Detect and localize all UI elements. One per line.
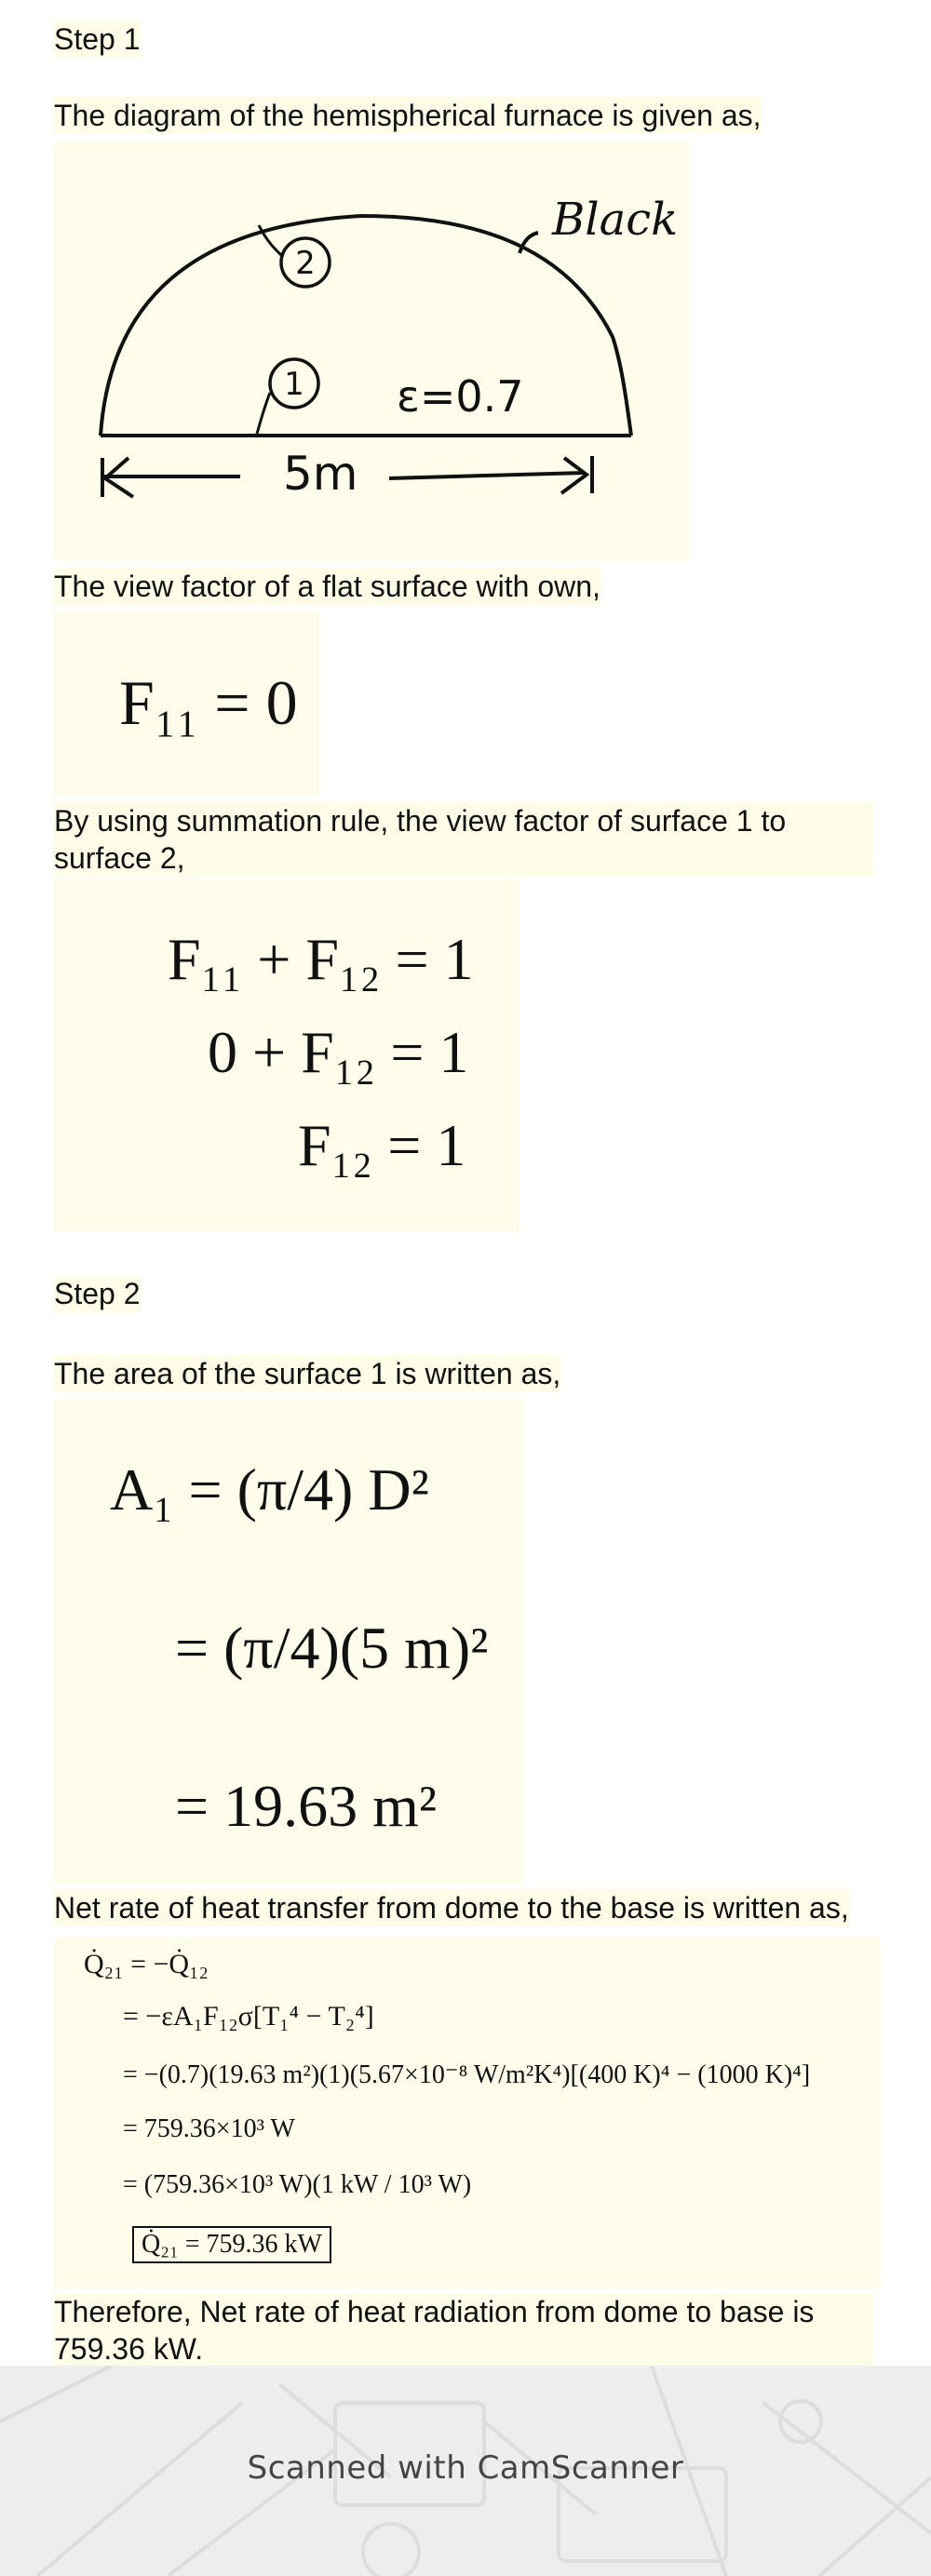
heat-equation-box: [54, 1938, 880, 2289]
furnace-diagram: [54, 141, 689, 560]
area-equation-box: [54, 1400, 524, 1884]
label-surface1: 1: [284, 366, 304, 403]
sum-equation-1: F₁₁ + F₁₂ = 1: [168, 926, 474, 992]
heat-equation-5: = (759.36×10³ W)(1 kW / 10³ W): [123, 2170, 472, 2199]
f11-equation: F₁₁ = 0: [119, 667, 298, 738]
heat-transfer-text: Net rate of heat transfer from dome to the base is written as,: [54, 1891, 849, 1925]
label-emissivity: ε=0.7: [397, 371, 524, 422]
heat-result-boxed: Q̇₂₁ = 759.36 kW: [132, 2226, 331, 2263]
dome-outline: [101, 216, 631, 436]
summation-equation-box: [54, 879, 519, 1232]
camscanner-watermark: Scanned with CamScanner: [247, 2449, 684, 2487]
heat-equation-2: = −εA₁F₁₂σ[T₁⁴ − T₂⁴]: [123, 2001, 374, 2032]
heat-equation-1: Q̇₂₁ = −Q̇₁₂: [84, 1949, 209, 1979]
heat-equation-3: = −(0.7)(19.63 m²)(1)(5.67×10⁻⁸ W/m²K⁴)[(400 K)⁴ − (1000 K)⁴]: [123, 2060, 811, 2089]
f11-equation-box: [54, 610, 319, 797]
dim-line-right: [389, 473, 585, 478]
sum-equation-3: F₁₂ = 1: [298, 1112, 466, 1178]
area-equation-1: A₁ = (π/4) D²: [110, 1456, 429, 1523]
dim-arrow-right: [561, 458, 587, 493]
heat-equation-4: = 759.36×10³ W: [123, 2114, 295, 2143]
area-equation-2: = (π/4)(5 m)²: [175, 1615, 489, 1681]
view-factor-text: The view factor of a flat surface with own,: [54, 570, 600, 603]
area-intro-text: The area of the surface 1 is written as,: [54, 1357, 561, 1390]
surface1-pointer: [257, 393, 270, 434]
diagram-intro-text: The diagram of the hemispherical furnace is given as,: [54, 99, 762, 132]
label-black: Black: [552, 194, 679, 246]
label-diameter: 5m: [283, 447, 358, 501]
conclusion-text: Therefore, Net rate of heat radiation from dome to base is 759.36 kW.: [54, 2293, 873, 2368]
summation-rule-text: By using summation rule, the view factor of surface 1 to surface 2,: [54, 802, 873, 877]
step2-heading: Step 2: [54, 1277, 141, 1310]
label-surface2: 2: [295, 245, 316, 282]
step1-heading: Step 1: [54, 22, 141, 56]
hemisphere-drawing: [54, 141, 689, 560]
sum-equation-2: 0 + F₁₂ = 1: [208, 1019, 469, 1085]
area-equation-3: = 19.63 m²: [175, 1773, 438, 1839]
